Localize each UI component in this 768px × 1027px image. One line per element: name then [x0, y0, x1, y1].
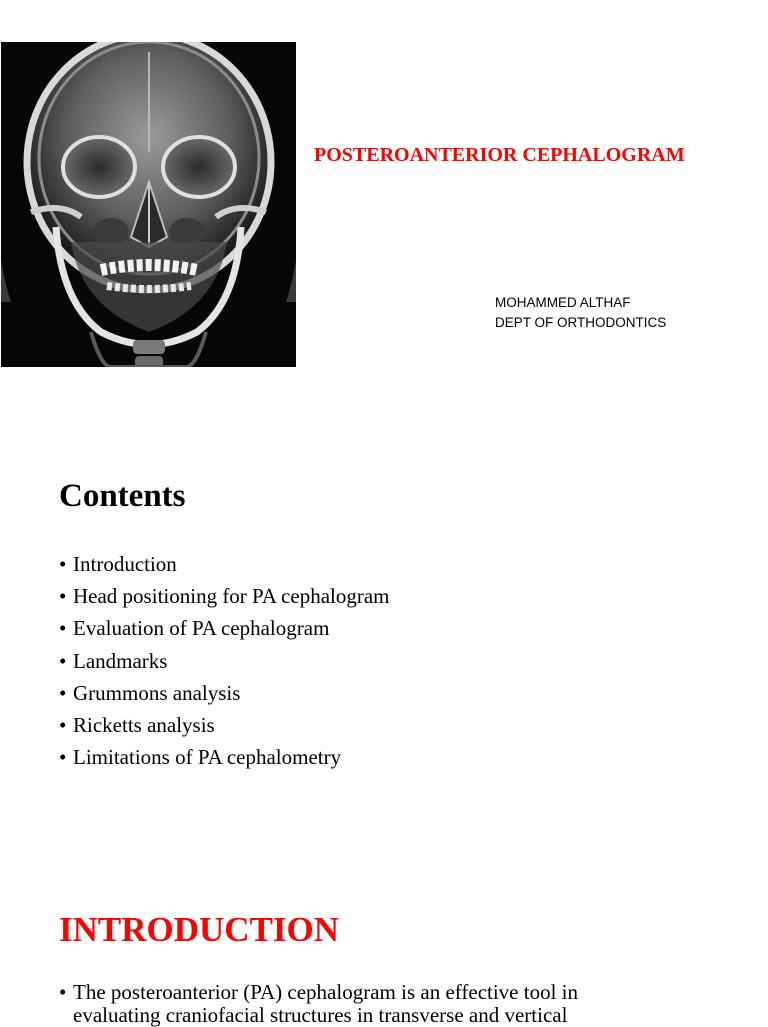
introduction-text: The posteroanterior (PA) cephalogram is an effective tool in evaluating craniofacial structures in transverse and vertical — [73, 980, 579, 1027]
contents-list — [59, 548, 390, 773]
list-item — [59, 741, 390, 773]
bullet-icon: • — [59, 680, 67, 705]
list-item-text: Introduction — [73, 552, 177, 576]
bullet-icon: • — [59, 552, 67, 576]
bullet-icon: • — [59, 648, 67, 673]
introduction-paragraph — [59, 981, 649, 1027]
list-item-text: Landmarks — [73, 648, 168, 673]
author-name: MOHAMMED ALTHAF — [495, 295, 631, 310]
bullet-icon: • — [59, 713, 67, 738]
list-item — [59, 612, 390, 644]
list-item — [59, 645, 390, 677]
author-block — [495, 293, 666, 333]
list-item — [59, 548, 390, 580]
list-item — [59, 709, 390, 741]
list-item-text: Head positioning for PA cephalogram — [73, 584, 390, 609]
contents-slide — [0, 440, 768, 820]
bullet-icon: • — [59, 980, 67, 1004]
bullet-icon: • — [59, 616, 67, 641]
list-item-text: Evaluation of PA cephalogram — [73, 616, 330, 641]
list-item-text: Grummons analysis — [73, 680, 241, 705]
presentation-title: POSTEROANTERIOR CEPHALOGRAM — [314, 144, 685, 166]
list-item — [59, 677, 390, 709]
introduction-slide — [0, 880, 768, 1027]
bullet-icon: • — [59, 584, 67, 609]
list-item-text: Ricketts analysis — [73, 713, 215, 738]
title-slide — [0, 0, 768, 400]
list-item-text: Limitations of PA cephalometry — [73, 745, 342, 770]
contents-heading: Contents — [59, 478, 186, 514]
bullet-icon: • — [59, 745, 67, 770]
list-item — [59, 580, 390, 612]
introduction-heading: INTRODUCTION — [59, 910, 340, 949]
skull-xray-image — [1, 42, 296, 367]
author-department: DEPT OF ORTHODONTICS — [495, 315, 667, 330]
